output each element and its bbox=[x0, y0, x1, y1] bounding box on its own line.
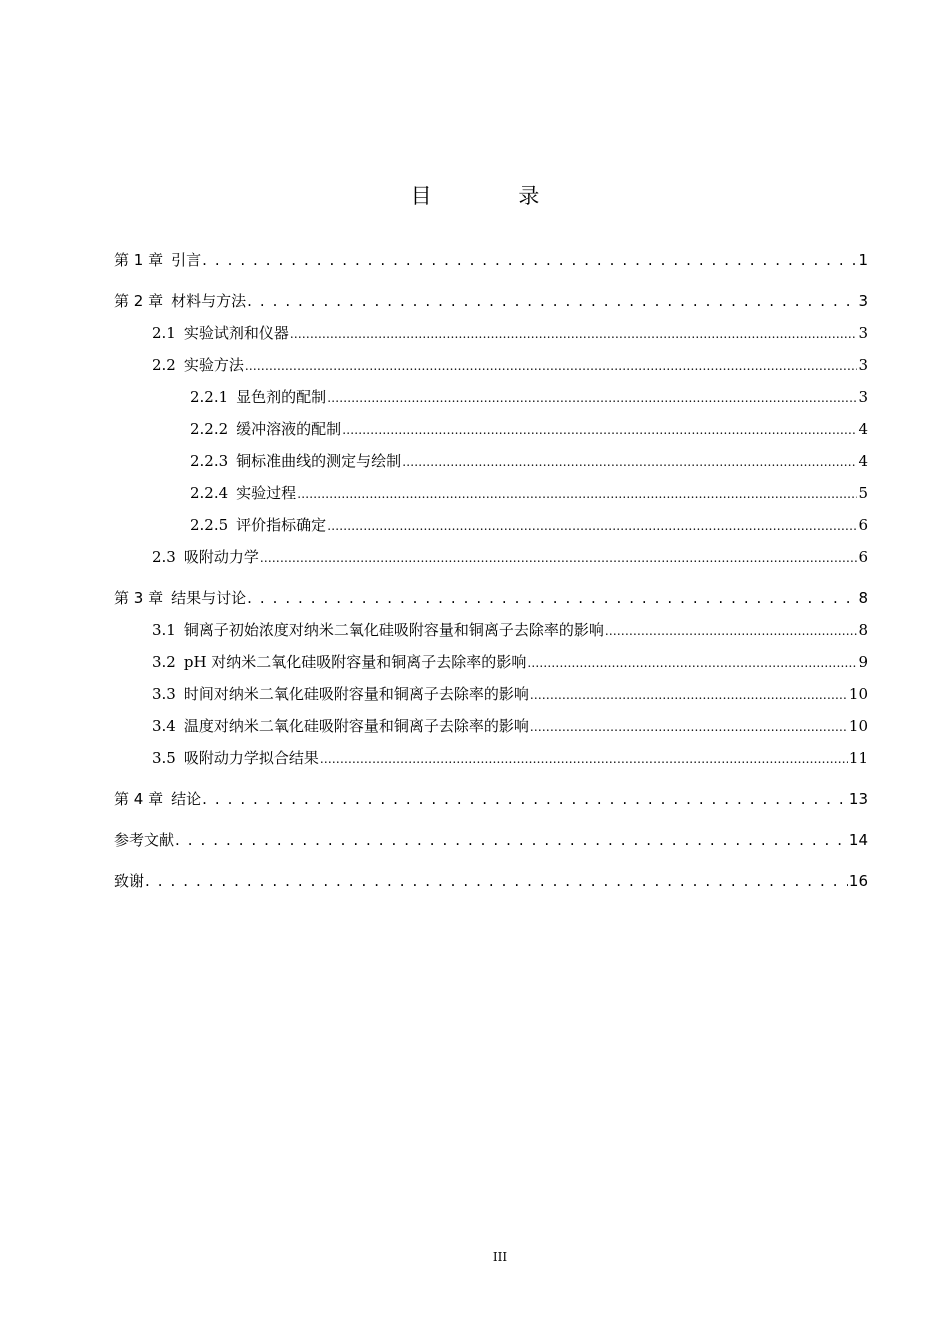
toc-entry-page: 9 bbox=[858, 653, 868, 671]
toc-entry-number: 2.2.1 bbox=[190, 388, 229, 406]
toc-entry-title: 缓冲溶液的配制 bbox=[236, 420, 342, 438]
toc-entry-title: 吸附动力学拟合结果 bbox=[183, 749, 319, 767]
toc-entry-page: 5 bbox=[858, 484, 868, 502]
toc-entry-page: 3 bbox=[858, 388, 868, 406]
toc-entry-page: 8 bbox=[858, 621, 868, 639]
page-title: 目 录 bbox=[410, 184, 580, 208]
toc-entry-title: 评价指标确定 bbox=[236, 516, 327, 534]
toc-entry-section-3-3[interactable] bbox=[114, 678, 868, 710]
dot-leader bbox=[290, 317, 858, 350]
table-of-contents bbox=[114, 244, 868, 897]
toc-entry-number: 3.2 bbox=[152, 653, 176, 671]
toc-entry-page: 8 bbox=[858, 589, 868, 607]
toc-entry-title: 铜标准曲线的测定与绘制 bbox=[236, 452, 402, 470]
toc-entry-page: 3 bbox=[858, 356, 868, 374]
dot-leader bbox=[530, 710, 848, 743]
dot-leader bbox=[320, 742, 848, 775]
dot-leader bbox=[145, 865, 848, 897]
toc-entry-page: 6 bbox=[858, 516, 868, 534]
toc-entry-subsection-2-2-5[interactable] bbox=[114, 509, 868, 541]
toc-entry-number: 2.2.4 bbox=[190, 484, 229, 502]
dot-leader bbox=[247, 285, 857, 317]
toc-entry-number: 第 2 章 bbox=[114, 292, 164, 310]
dot-leader bbox=[527, 646, 857, 679]
toc-entry-number: 第 1 章 bbox=[114, 251, 164, 269]
dot-leader bbox=[202, 783, 848, 815]
toc-entry-title: 结果与讨论 bbox=[171, 589, 247, 607]
toc-entry-acknowledgements[interactable] bbox=[114, 865, 868, 897]
toc-entry-page: 1 bbox=[858, 251, 868, 269]
toc-entry-chapter-4[interactable] bbox=[114, 783, 868, 815]
dot-leader bbox=[605, 614, 858, 647]
dot-leader bbox=[297, 477, 857, 510]
toc-entry-title: 吸附动力学 bbox=[183, 548, 259, 566]
dot-leader bbox=[342, 413, 857, 446]
toc-entry-section-3-1[interactable] bbox=[114, 614, 868, 646]
toc-entry-page: 6 bbox=[858, 548, 868, 566]
toc-entry-title: 实验方法 bbox=[183, 356, 244, 374]
toc-entry-subsection-2-2-3[interactable] bbox=[114, 445, 868, 477]
toc-entry-subsection-2-2-2[interactable] bbox=[114, 413, 868, 445]
dot-leader bbox=[327, 381, 857, 414]
toc-entry-number: 3.4 bbox=[152, 717, 176, 735]
toc-entry-page: 3 bbox=[858, 292, 868, 310]
toc-entry-section-3-4[interactable] bbox=[114, 710, 868, 742]
dot-leader bbox=[530, 678, 848, 711]
toc-entry-number: 2.2.2 bbox=[190, 420, 229, 438]
toc-entry-section-2-2[interactable] bbox=[114, 349, 868, 381]
toc-entry-number: 2.2.5 bbox=[190, 516, 229, 534]
toc-entry-page: 13 bbox=[848, 790, 868, 808]
toc-entry-title: 实验试剂和仪器 bbox=[183, 324, 289, 342]
dot-leader bbox=[247, 582, 857, 614]
toc-entry-references[interactable] bbox=[114, 824, 868, 856]
toc-entry-page: 11 bbox=[848, 749, 868, 767]
toc-entry-section-2-1[interactable] bbox=[114, 317, 868, 349]
toc-entry-page: 10 bbox=[848, 717, 868, 735]
toc-entry-title: 铜离子初始浓度对纳米二氧化硅吸附容量和铜离子去除率的影响 bbox=[183, 621, 604, 639]
page-number: III bbox=[492, 1250, 508, 1264]
toc-entry-section-3-5[interactable] bbox=[114, 742, 868, 774]
toc-entry-number: 2.1 bbox=[152, 324, 176, 342]
toc-entry-section-3-2[interactable] bbox=[114, 646, 868, 678]
toc-entry-page: 16 bbox=[848, 872, 868, 890]
toc-entry-title: 材料与方法 bbox=[171, 292, 247, 310]
toc-entry-number: 2.2 bbox=[152, 356, 176, 374]
toc-entry-title: 显色剂的配制 bbox=[236, 388, 327, 406]
dot-leader bbox=[260, 541, 858, 574]
toc-entry-number: 3.3 bbox=[152, 685, 176, 703]
dot-leader bbox=[327, 509, 857, 542]
toc-entry-number: 2.2.3 bbox=[190, 452, 229, 470]
toc-entry-title: 温度对纳米二氧化硅吸附容量和铜离子去除率的影响 bbox=[183, 717, 529, 735]
toc-entry-page: 4 bbox=[858, 452, 868, 470]
toc-entry-title: 时间对纳米二氧化硅吸附容量和铜离子去除率的影响 bbox=[183, 685, 529, 703]
toc-entry-title: 参考文献 bbox=[114, 831, 175, 849]
dot-leader bbox=[245, 349, 858, 382]
dot-leader bbox=[402, 445, 857, 478]
toc-entry-subsection-2-2-1[interactable] bbox=[114, 381, 868, 413]
toc-entry-number: 2.3 bbox=[152, 548, 176, 566]
toc-entry-number: 3.5 bbox=[152, 749, 176, 767]
toc-entry-chapter-1[interactable] bbox=[114, 244, 868, 276]
toc-entry-number: 第 4 章 bbox=[114, 790, 164, 808]
toc-entry-page: 14 bbox=[848, 831, 868, 849]
dot-leader bbox=[202, 244, 857, 276]
toc-entry-chapter-3[interactable] bbox=[114, 582, 868, 614]
toc-entry-title: 致谢 bbox=[114, 872, 145, 890]
toc-entry-page: 3 bbox=[858, 324, 868, 342]
toc-entry-title: 引言 bbox=[171, 251, 202, 269]
toc-entry-title: pH 对纳米二氧化硅吸附容量和铜离子去除率的影响 bbox=[183, 653, 527, 671]
toc-entry-chapter-2[interactable] bbox=[114, 285, 868, 317]
toc-entry-subsection-2-2-4[interactable] bbox=[114, 477, 868, 509]
toc-entry-title: 实验过程 bbox=[236, 484, 297, 502]
toc-entry-title: 结论 bbox=[171, 790, 202, 808]
toc-entry-number: 第 3 章 bbox=[114, 589, 164, 607]
toc-entry-page: 10 bbox=[848, 685, 868, 703]
toc-entry-page: 4 bbox=[858, 420, 868, 438]
dot-leader bbox=[175, 824, 848, 856]
toc-entry-number: 3.1 bbox=[152, 621, 176, 639]
toc-entry-section-2-3[interactable] bbox=[114, 541, 868, 573]
